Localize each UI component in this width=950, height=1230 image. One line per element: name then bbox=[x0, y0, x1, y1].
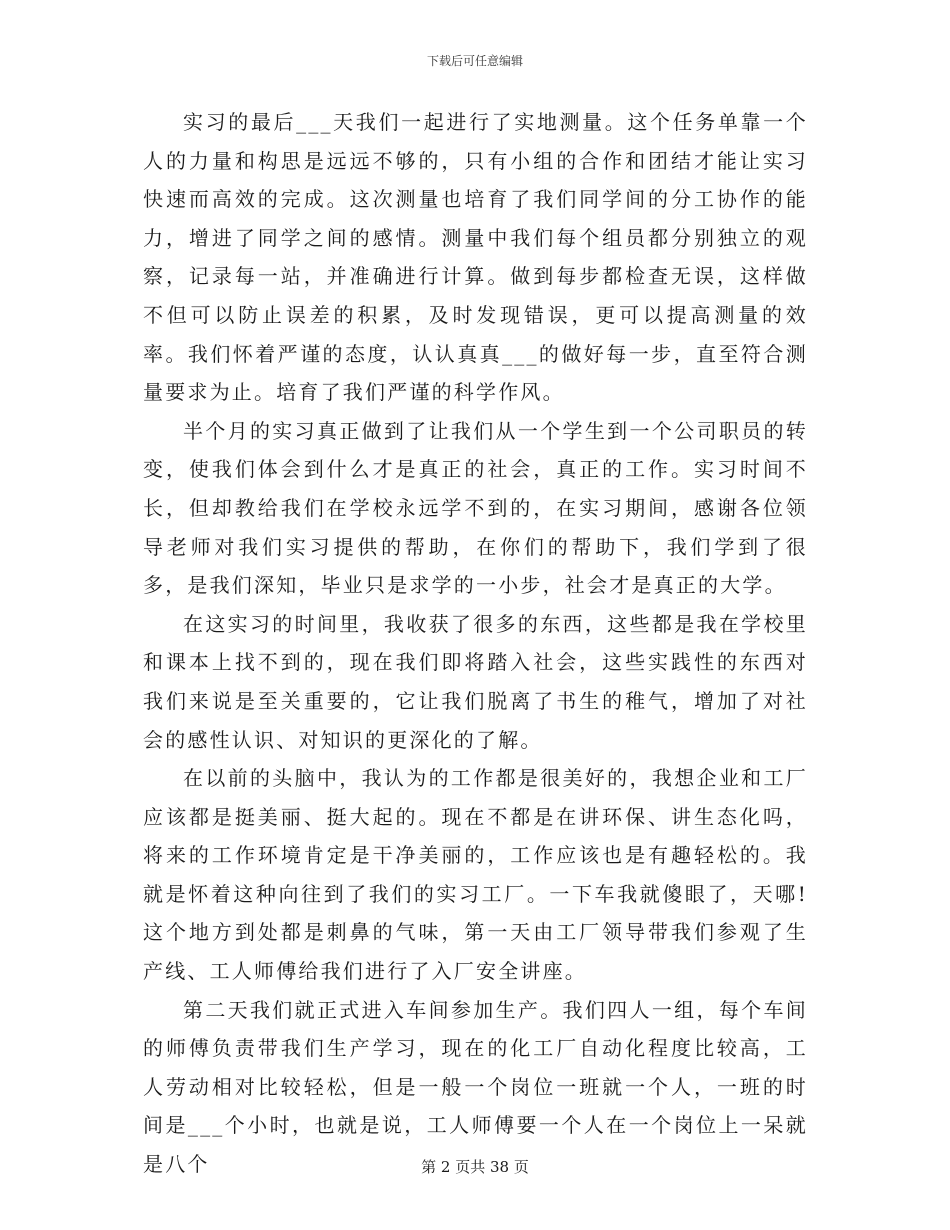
page-number: 第 2 页共 38 页 bbox=[421, 1158, 529, 1176]
paragraph: 半个月的实习真正做到了让我们从一个学生到一个公司职员的转变，使我们体会到什么才是真正的社会，真正的工作。实习时间不长，但却教给我们在学校永远学不到的，在实习期间，感谢各位领导老师对我们实习提供的帮助，在你们的帮助下，我们学到了很多，是我们深知，毕业只是求学的一小步，社会才是真正的大学。 bbox=[143, 418, 808, 598]
paragraph: 在这实习的时间里，我收获了很多的东西，这些都是我在学校里和课本上找不到的，现在我们即将踏入社会，这些实践性的东西对我们来说是至关重要的，它让我们脱离了书生的稚气，增加了对社会的感性认识、对知识的更深化的了解。 bbox=[143, 611, 808, 752]
page-header: 下载后可任意编辑 bbox=[426, 54, 523, 68]
paragraph: 在以前的头脑中，我认为的工作都是很美好的，我想企业和工厂应该都是挺美丽、挺大起的。现在不都是在讲环保、讲生态化吗，将来的工作环境肯定是干净美丽的，工作应该也是有趣轻松的。我就是怀着这种向往到了我们的实习工厂。一下车我就傻眼了，天哪!这个地方到处都是刺鼻的气味，第一天由工厂领导带我们参观了生产线、工人师傅给我们进行了入厂安全讲座。 bbox=[143, 766, 808, 984]
document-body bbox=[143, 103, 808, 1184]
paragraph: 实习的最后___天我们一起进行了实地测量。这个任务单靠一个人的力量和构思是远远不够的，只有小组的合作和团结才能让实习快速而高效的完成。这次测量也培育了我们同学间的分工协作的能力，增进了同学之间的感情。测量中我们每个组员都分别独立的观察，记录每一站，并准确进行计算。做到每步都检查无误，这样做不但可以防止误差的积累，及时发现错误，更可以提高测量的效率。我们怀着严谨的态度，认认真真___的做好每一步，直至符合测量要求为止。培育了我们严谨的科学作风。 bbox=[143, 110, 808, 405]
paragraph: 第二天我们就正式进入车间参加生产。我们四人一组，每个车间的师傅负责带我们生产学习，现在的化工厂自动化程度比较高，工人劳动相对比较轻松，但是一般一个岗位一班就一个人，一班的时间是___个小时，也就是说，工人师傅要一个人在一个岗位上一呆就是八个 bbox=[143, 997, 808, 1177]
